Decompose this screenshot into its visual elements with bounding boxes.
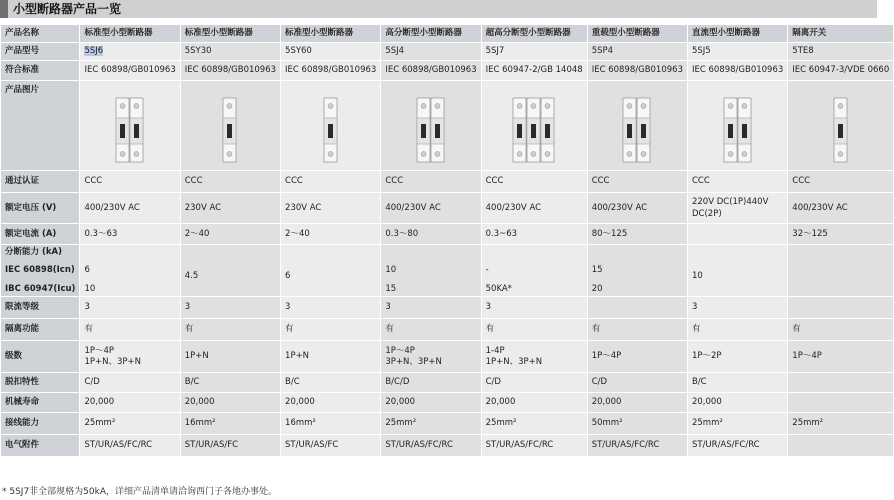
- product-name: 隔离开关: [788, 25, 894, 43]
- cell-poles: [381, 341, 481, 373]
- breaking-label-title: 分断能力 (kA): [5, 246, 62, 257]
- table-row: [1, 413, 894, 435]
- row-label-voltage: 额定电压 (V): [1, 193, 80, 224]
- breaking-values: [792, 247, 889, 295]
- selected-text: 5SJ6: [84, 46, 104, 56]
- breaking-label-iec60947: IBC 60947(Icu): [5, 283, 76, 294]
- cell-cert: CCC: [481, 171, 587, 193]
- table-row-breaking: [1, 245, 894, 297]
- row-label-breaking: [1, 245, 80, 297]
- cell-accessories: ST/UR/AS/FC/RC: [381, 435, 481, 457]
- title-bar: [0, 0, 877, 18]
- breaking-icn: 10: [385, 265, 397, 275]
- cell-current: 80～125: [587, 224, 687, 245]
- cell-isolation: 有: [381, 319, 481, 341]
- cell-limit_class: [788, 297, 894, 319]
- row-label-wiring: 接线能力: [1, 413, 80, 435]
- breaking-values: [385, 247, 476, 295]
- cell-standard: IEC 60898/GB010963: [180, 61, 280, 81]
- cell-trip: C/D: [481, 373, 587, 393]
- cell-trip: [788, 373, 894, 393]
- cell-model: [80, 43, 180, 61]
- circuit-breaker-icon: [321, 94, 341, 166]
- row-label-cert: 通过认证: [1, 171, 80, 193]
- cell-accessories: ST/UR/AS/FC/RC: [587, 435, 687, 457]
- cell-limit_class: 3: [687, 297, 787, 319]
- breaking-icu: 10: [84, 283, 96, 294]
- breaking-values: [692, 247, 783, 295]
- cell-trip: B/C: [180, 373, 280, 393]
- spacer: [792, 247, 889, 258]
- cell-limit_class: 3: [180, 297, 280, 319]
- spacer: [486, 247, 583, 258]
- cell-isolation: 有: [180, 319, 280, 341]
- cell-poles: [80, 341, 180, 373]
- cell-isolation: 有: [788, 319, 894, 341]
- breaking-values: [185, 247, 276, 295]
- cell-model: 5SJ5: [687, 43, 787, 61]
- title-marker: [0, 0, 8, 18]
- row-label-limit_class: 限流等级: [1, 297, 80, 319]
- product-name: 标准型小型断路器: [80, 25, 180, 43]
- cell-voltage: 400/230V AC: [788, 193, 894, 224]
- breaking-icn: 15: [591, 265, 603, 275]
- cell-isolation: 有: [687, 319, 787, 341]
- row-label-life: 机械寿命: [1, 393, 80, 413]
- spacer: [84, 247, 175, 258]
- cell-current: 32～125: [788, 224, 894, 245]
- cell-trip: C/D: [587, 373, 687, 393]
- cell-cert: CCC: [80, 171, 180, 193]
- product-comparison-table: [0, 24, 894, 457]
- poles-line-2: 1P+N、3P+N: [485, 356, 543, 367]
- cell-current: 2～40: [180, 224, 280, 245]
- cell-image: [80, 81, 180, 171]
- table-row-poles: [1, 341, 894, 373]
- cell-accessories: ST/UR/AS/FC/RC: [481, 435, 587, 457]
- cell-image: [281, 81, 381, 171]
- table-row: [1, 373, 894, 393]
- cell-accessories: ST/UR/AS/FC/RC: [687, 435, 787, 457]
- cell-standard: IEC 60898/GB010963: [80, 61, 180, 81]
- cell-life: 20,000: [687, 393, 787, 413]
- breaking-icu: 50KA*: [485, 283, 512, 294]
- cell-trip: C/D: [80, 373, 180, 393]
- page-title: 小型断路器产品一览: [13, 2, 122, 16]
- breaking-label-stack: [5, 247, 75, 295]
- breaking-values: [285, 247, 376, 295]
- footnote: * 5SJ7非全部规格为50kA，详细产品清单请洽询西门子各地办事处。: [2, 487, 278, 497]
- table-row: [1, 171, 894, 193]
- cell-breaking: [687, 245, 787, 297]
- poles-line-1: 1P～4P: [84, 345, 115, 356]
- circuit-breaker-icon: [220, 94, 240, 166]
- row-label-current: 额定电流 (A): [1, 224, 80, 245]
- circuit-breaker-icon: [414, 94, 448, 166]
- cell-model: 5SJ7: [481, 43, 587, 61]
- cell-cert: CCC: [381, 171, 481, 193]
- product-name: 高分断型小型断路器: [381, 25, 481, 43]
- circuit-breaker-icon: [721, 94, 755, 166]
- cell-poles: [687, 341, 787, 373]
- cell-life: 20,000: [180, 393, 280, 413]
- cell-standard: IEC 60898/GB010963: [687, 61, 787, 81]
- cell-standard: IEC 60947-2/GB 14048: [481, 61, 587, 81]
- cell-cert: CCC: [687, 171, 787, 193]
- table-row: [1, 319, 894, 341]
- cell-limit_class: 3: [381, 297, 481, 319]
- table-row: [1, 297, 894, 319]
- breaking-values: [486, 247, 583, 295]
- poles-line-1: 1P+N: [184, 351, 209, 361]
- row-label-name: 产品名称: [1, 25, 80, 43]
- cell-breaking: [381, 245, 481, 297]
- cell-image: [481, 81, 587, 171]
- cell-breaking: [788, 245, 894, 297]
- table-row: [1, 435, 894, 457]
- breaking-icn: 10: [691, 270, 703, 281]
- circuit-breaker-icon: [510, 94, 558, 166]
- row-label-isolation: 隔离功能: [1, 319, 80, 341]
- cell-poles: [481, 341, 587, 373]
- row-label-poles: 级数: [1, 341, 80, 373]
- cell-trip: B/C: [281, 373, 381, 393]
- poles-line-1: 1P～4P: [792, 351, 822, 361]
- cell-accessories: ST/UR/AS/FC/RC: [80, 435, 180, 457]
- cell-accessories: ST/UR/AS/FC: [281, 435, 381, 457]
- circuit-breaker-icon: [831, 94, 851, 166]
- spacer: [385, 247, 476, 258]
- cell-trip: B/C/D: [381, 373, 481, 393]
- cell-current: 0.3~63: [481, 224, 587, 245]
- cell-image: [788, 81, 894, 171]
- cell-model: 5TE8: [788, 43, 894, 61]
- cell-voltage: 220V DC(1P)440V DC(2P): [687, 193, 787, 224]
- circuit-breaker-icon: [113, 94, 147, 166]
- breaking-icn: -: [485, 265, 489, 275]
- cell-wiring: 16mm²: [180, 413, 280, 435]
- poles-line-1: 1P+N: [285, 351, 310, 361]
- cell-limit_class: 3: [80, 297, 180, 319]
- cell-limit_class: 3: [281, 297, 381, 319]
- cell-image: [180, 81, 280, 171]
- cell-wiring: 25mm²: [788, 413, 894, 435]
- cell-trip: B/C: [687, 373, 787, 393]
- cell-limit_class: 3: [481, 297, 587, 319]
- row-label-standard: 符合标准: [1, 61, 80, 81]
- cell-image: [587, 81, 687, 171]
- cell-wiring: 25mm²: [80, 413, 180, 435]
- cell-cert: CCC: [281, 171, 381, 193]
- table-row: [1, 61, 894, 81]
- cell-cert: CCC: [587, 171, 687, 193]
- cell-image: [687, 81, 787, 171]
- cell-standard: IEC 60898/GB010963: [381, 61, 481, 81]
- breaking-icn: 6: [285, 270, 291, 281]
- cell-isolation: 有: [481, 319, 587, 341]
- table-row: [1, 393, 894, 413]
- poles-line-2: 3P+N、3P+N: [385, 356, 442, 367]
- cell-life: 20,000: [587, 393, 687, 413]
- cell-voltage: 230V AC: [180, 193, 280, 224]
- cell-accessories: ST/UR/AS/FC: [180, 435, 280, 457]
- breaking-icn: 4.5: [184, 270, 199, 281]
- row-label-model: 产品型号: [1, 43, 80, 61]
- spacer: [592, 247, 683, 258]
- poles-line-1: 1P～2P: [691, 351, 722, 361]
- cell-breaking: [281, 245, 381, 297]
- row-label-accessories: 电气附件: [1, 435, 80, 457]
- cell-standard: IEC 60898/GB010963: [587, 61, 687, 81]
- cell-model: 5SP4: [587, 43, 687, 61]
- cell-life: 20,000: [481, 393, 587, 413]
- breaking-icu: 15: [385, 283, 397, 294]
- cell-wiring: 25mm²: [381, 413, 481, 435]
- cell-poles: [587, 341, 687, 373]
- cell-life: 20,000: [281, 393, 381, 413]
- breaking-icn: 6: [84, 265, 90, 275]
- cell-life: 20,000: [80, 393, 180, 413]
- cell-wiring: 25mm²: [481, 413, 587, 435]
- row-label-trip: 脱扣特性: [1, 373, 80, 393]
- cell-breaking: [481, 245, 587, 297]
- poles-line-1: 1-4P: [485, 345, 505, 356]
- breaking-values: [592, 247, 683, 295]
- row-label-image: 产品图片: [1, 81, 80, 171]
- table-header-row: [1, 25, 894, 43]
- table-row: [1, 43, 894, 61]
- product-name: 标准型小型断路器: [180, 25, 280, 43]
- cell-model: 5SY60: [281, 43, 381, 61]
- cell-voltage: 400/230V AC: [80, 193, 180, 224]
- breaking-label-iec60898: IEC 60898(Icn): [5, 265, 75, 275]
- cell-voltage: 400/230V AC: [587, 193, 687, 224]
- cell-voltage: 230V AC: [281, 193, 381, 224]
- cell-breaking: [587, 245, 687, 297]
- product-name: 超高分断型小型断路器: [481, 25, 587, 43]
- spacer: [185, 247, 276, 258]
- cell-isolation: 有: [281, 319, 381, 341]
- cell-voltage: 400/230V AC: [381, 193, 481, 224]
- cell-poles: [180, 341, 280, 373]
- spacer: [285, 247, 376, 258]
- cell-model: 5SJ4: [381, 43, 481, 61]
- cell-breaking: [180, 245, 280, 297]
- spacer: [692, 247, 783, 258]
- cell-standard: IEC 60898/GB010963: [281, 61, 381, 81]
- cell-model: 5SY30: [180, 43, 280, 61]
- cell-current: 0.3～63: [80, 224, 180, 245]
- cell-isolation: 有: [80, 319, 180, 341]
- cell-life: 20,000: [381, 393, 481, 413]
- table-row: [1, 224, 894, 245]
- circuit-breaker-icon: [620, 94, 654, 166]
- poles-line-1: 1P～4P: [385, 345, 415, 356]
- cell-breaking: [80, 245, 180, 297]
- poles-line-2: 1P+N、3P+N: [84, 356, 141, 367]
- cell-image: [381, 81, 481, 171]
- table-row: [1, 193, 894, 224]
- breaking-icu: 20: [591, 283, 603, 294]
- cell-current: 0.3～80: [381, 224, 481, 245]
- cell-wiring: 25mm²: [687, 413, 787, 435]
- cell-wiring: 50mm²: [587, 413, 687, 435]
- breaking-values: [84, 247, 175, 295]
- cell-cert: CCC: [788, 171, 894, 193]
- cell-poles: [788, 341, 894, 373]
- cell-poles: [281, 341, 381, 373]
- product-name: 重载型小型断路器: [587, 25, 687, 43]
- cell-life: [788, 393, 894, 413]
- cell-voltage: 400/230V AC: [481, 193, 587, 224]
- poles-line-1: 1P～4P: [591, 351, 622, 361]
- cell-wiring: 16mm²: [281, 413, 381, 435]
- product-name: 直流型小型断路器: [687, 25, 787, 43]
- cell-cert: CCC: [180, 171, 280, 193]
- cell-standard: IEC 60947-3/VDE 0660: [788, 61, 894, 81]
- cell-limit_class: [587, 297, 687, 319]
- cell-current: [687, 224, 787, 245]
- product-name: 标准型小型断路器: [281, 25, 381, 43]
- table-row-images: [1, 81, 894, 171]
- cell-isolation: 有: [587, 319, 687, 341]
- cell-current: 2～40: [281, 224, 381, 245]
- cell-accessories: [788, 435, 894, 457]
